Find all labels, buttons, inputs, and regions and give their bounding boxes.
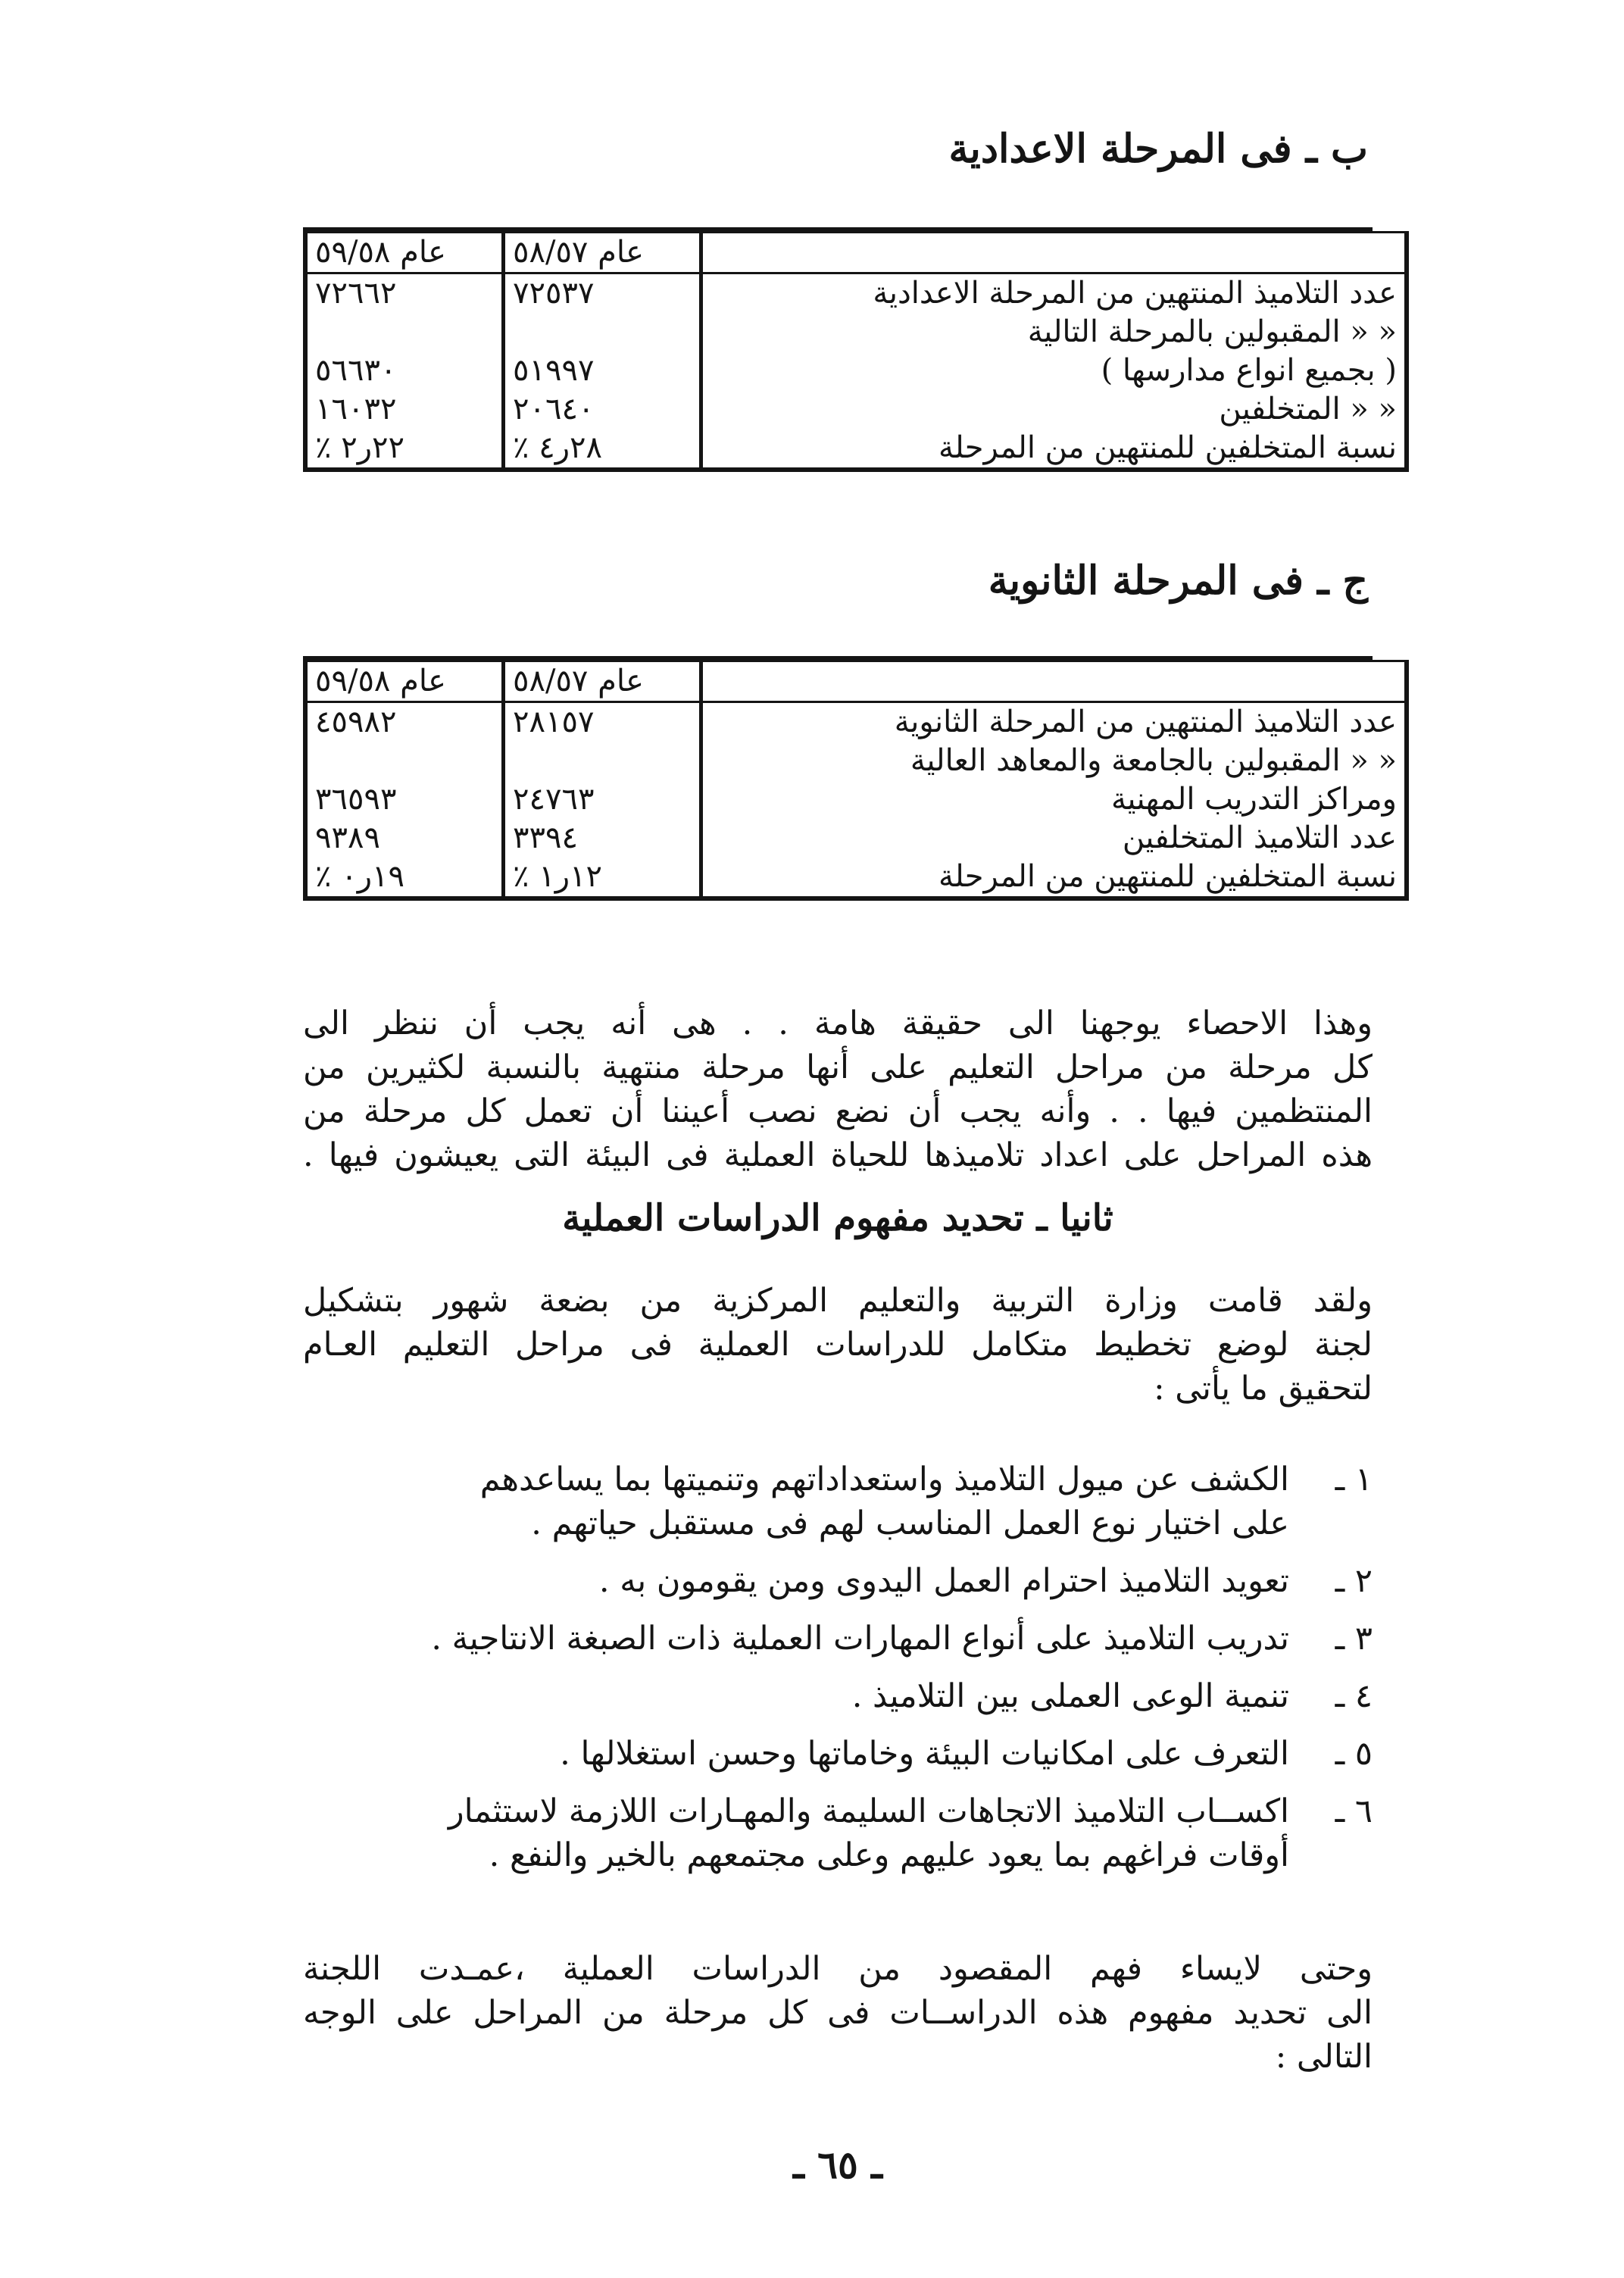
row-value-year1: ١٢ر١ ٪ [504,858,701,898]
table-row [305,390,1407,429]
objectives-list [303,1458,1373,1891]
row-value-year2: ٩٣٨٩ [305,819,504,858]
paragraph-line: التالى : [1275,2038,1373,2076]
row-label: ( بجميع انواع مدارسها ) [701,352,1407,390]
table-header-row [305,661,1407,702]
table-row [305,429,1407,470]
row-label: « « المقبولين بالمرحلة التالية [701,313,1407,352]
row-value-year2 [305,313,504,352]
list-item-number: ٣ ـ [1335,1620,1373,1658]
list-item [303,1617,1373,1661]
paragraph-line: وهذا الاحصاء يوجهنا الى حقيقة هامة . . هى أنه يجب أن ننظر الى [303,1005,1373,1042]
row-value-year1: ٢٨١٥٧ [504,702,701,742]
list-item-number: ٤ ـ [1335,1677,1373,1715]
row-value-year1: ٢٤٧٦٣ [504,780,701,819]
row-value-year2: ١٩ر٠ ٪ [305,858,504,898]
paragraph-committee [303,1279,1373,1411]
row-label: نسبة المتخلفين للمنتهين من المرحلة [701,429,1407,470]
table-row [305,702,1407,742]
list-item-text: تدريب التلاميذ على أنواع المهارات العملية ذات الصبغة الانتاجية . [431,1620,1289,1658]
row-value-year1 [504,742,701,780]
row-value-year2: ٢٢ر٢ ٪ [305,429,504,470]
section-c-heading: ج ـ فى المرحلة الثانوية [988,558,1368,604]
page-number: ـ ٦٥ ـ [793,2142,882,2187]
list-item-text: على اختيار نوع العمل المناسب لهم فى مستقبل حياتهم . [531,1505,1289,1542]
paragraph-statistics-note [303,1002,1373,1177]
list-item-text: أوقات فراغهم بما يعود عليهم وعلى مجتمعهم بالخير والنفع . [489,1836,1289,1874]
list-item-text: الكشف عن ميول التلاميذ واستعداداتهم وتنميتها بما يساعدهم [479,1461,1289,1498]
row-value-year1 [504,313,701,352]
table-row [305,819,1407,858]
row-value-year2: ٥٦٦٣٠ [305,352,504,390]
list-item-text: اكســاب التلاميذ الاتجاهات السليمة والمهـارات اللازمة لاستثمار [448,1792,1289,1830]
row-value-year1: ٧٢٥٣٧ [504,273,701,314]
list-item-text: تعويد التلاميذ احترام العمل اليدوى ومن يقومون به . [598,1562,1289,1600]
table-row [305,742,1407,780]
row-value-year2: ٤٥٩٨٢ [305,702,504,742]
header-label-cell [701,233,1407,273]
row-label: « « المقبولين بالجامعة والمعاهد العالية [701,742,1407,780]
row-label: عدد التلاميذ المنتهين من المرحلة الاعدادية [701,273,1407,314]
table-row [305,780,1407,819]
row-label: عدد التلاميذ المنتهين من المرحلة الثانوية [701,702,1407,742]
header-year2: عام ٥٩/٥٨ [305,661,504,702]
row-value-year1: ٢٠٦٤٠ [504,390,701,429]
list-item-text: تنمية الوعى العملى بين التلاميذ . [851,1677,1289,1715]
paragraph-line: وحتى لايساء فهم المقصود من الدراسات العملية ،عمـدت اللجنة [303,1950,1373,1988]
table-row [305,273,1407,314]
row-value-year1: ٥١٩٩٧ [504,352,701,390]
paragraph-line: ولقد قامت وزارة التربية والتعليم المركزية من بضعة شهور بتشكيل [303,1282,1373,1320]
section-2-title: ثانيا ـ تحديد مفهوم الدراسات العملية [562,1197,1113,1239]
header-year1: عام ٥٨/٥٧ [504,661,701,702]
paragraph-line: الى تحديد مفهوم هذه الدراســات فى كل مرحلة من المراحل على الوجه [303,1994,1373,2032]
list-item-text: التعرف على امكانيات البيئة وخاماتها وحسن استغلالها . [560,1735,1289,1773]
table-row [305,313,1407,352]
row-label: عدد التلاميذ المتخلفين [701,819,1407,858]
paragraph-line: لتحقيق ما يأتى : [1154,1370,1373,1408]
paragraph-line: كل مرحلة من مراحل التعليم على أنها مرحلة منتهية بالنسبة لكثيرين من [303,1048,1373,1086]
row-value-year1: ٣٣٩٤ [504,819,701,858]
list-item-number: ٦ ـ [1335,1792,1373,1830]
row-value-year2: ٧٢٦٦٢ [305,273,504,314]
row-value-year2: ٣٦٥٩٣ [305,780,504,819]
table-row [305,858,1407,898]
list-item-number: ٥ ـ [1335,1735,1373,1773]
table-row [305,352,1407,390]
header-year1: عام ٥٨/٥٧ [504,233,701,273]
list-item [303,1732,1373,1776]
paragraph-line: المنتظمين فيها . . وأنه يجب أن نضع نصب أعيننا أن تعمل كل مرحلة من [303,1092,1373,1130]
list-item-number: ٢ ـ [1335,1562,1373,1600]
table-header-row [305,233,1407,273]
row-value-year2 [305,742,504,780]
row-label: نسبة المتخلفين للمنتهين من المرحلة [701,858,1407,898]
list-item-number: ١ ـ [1335,1461,1373,1498]
header-label-cell [701,661,1407,702]
list-item [303,1458,1373,1545]
list-item [303,1674,1373,1718]
section-b-heading: ب ـ فى المرحلة الاعدادية [948,126,1368,172]
paragraph-line: هذه المراحل على اعداد تلاميذها للحياة العملية فى البيئة التى يعيشون فيها . [303,1136,1373,1174]
row-value-year1: ٢٨ر٤ ٪ [504,429,701,470]
row-label: « « المتخلفين [701,390,1407,429]
row-label: ومراكز التدريب المهنية [701,780,1407,819]
table-section-b [303,231,1409,472]
paragraph-definition [303,1947,1373,2079]
paragraph-line: لجنة لوضع تخطيط متكامل للدراسات العملية فى مراحل التعليم العـام [303,1326,1373,1364]
table-section-c [303,660,1409,901]
list-item [303,1789,1373,1877]
header-year2: عام ٥٩/٥٨ [305,233,504,273]
row-value-year2: ١٦٠٣٢ [305,390,504,429]
list-item [303,1559,1373,1603]
